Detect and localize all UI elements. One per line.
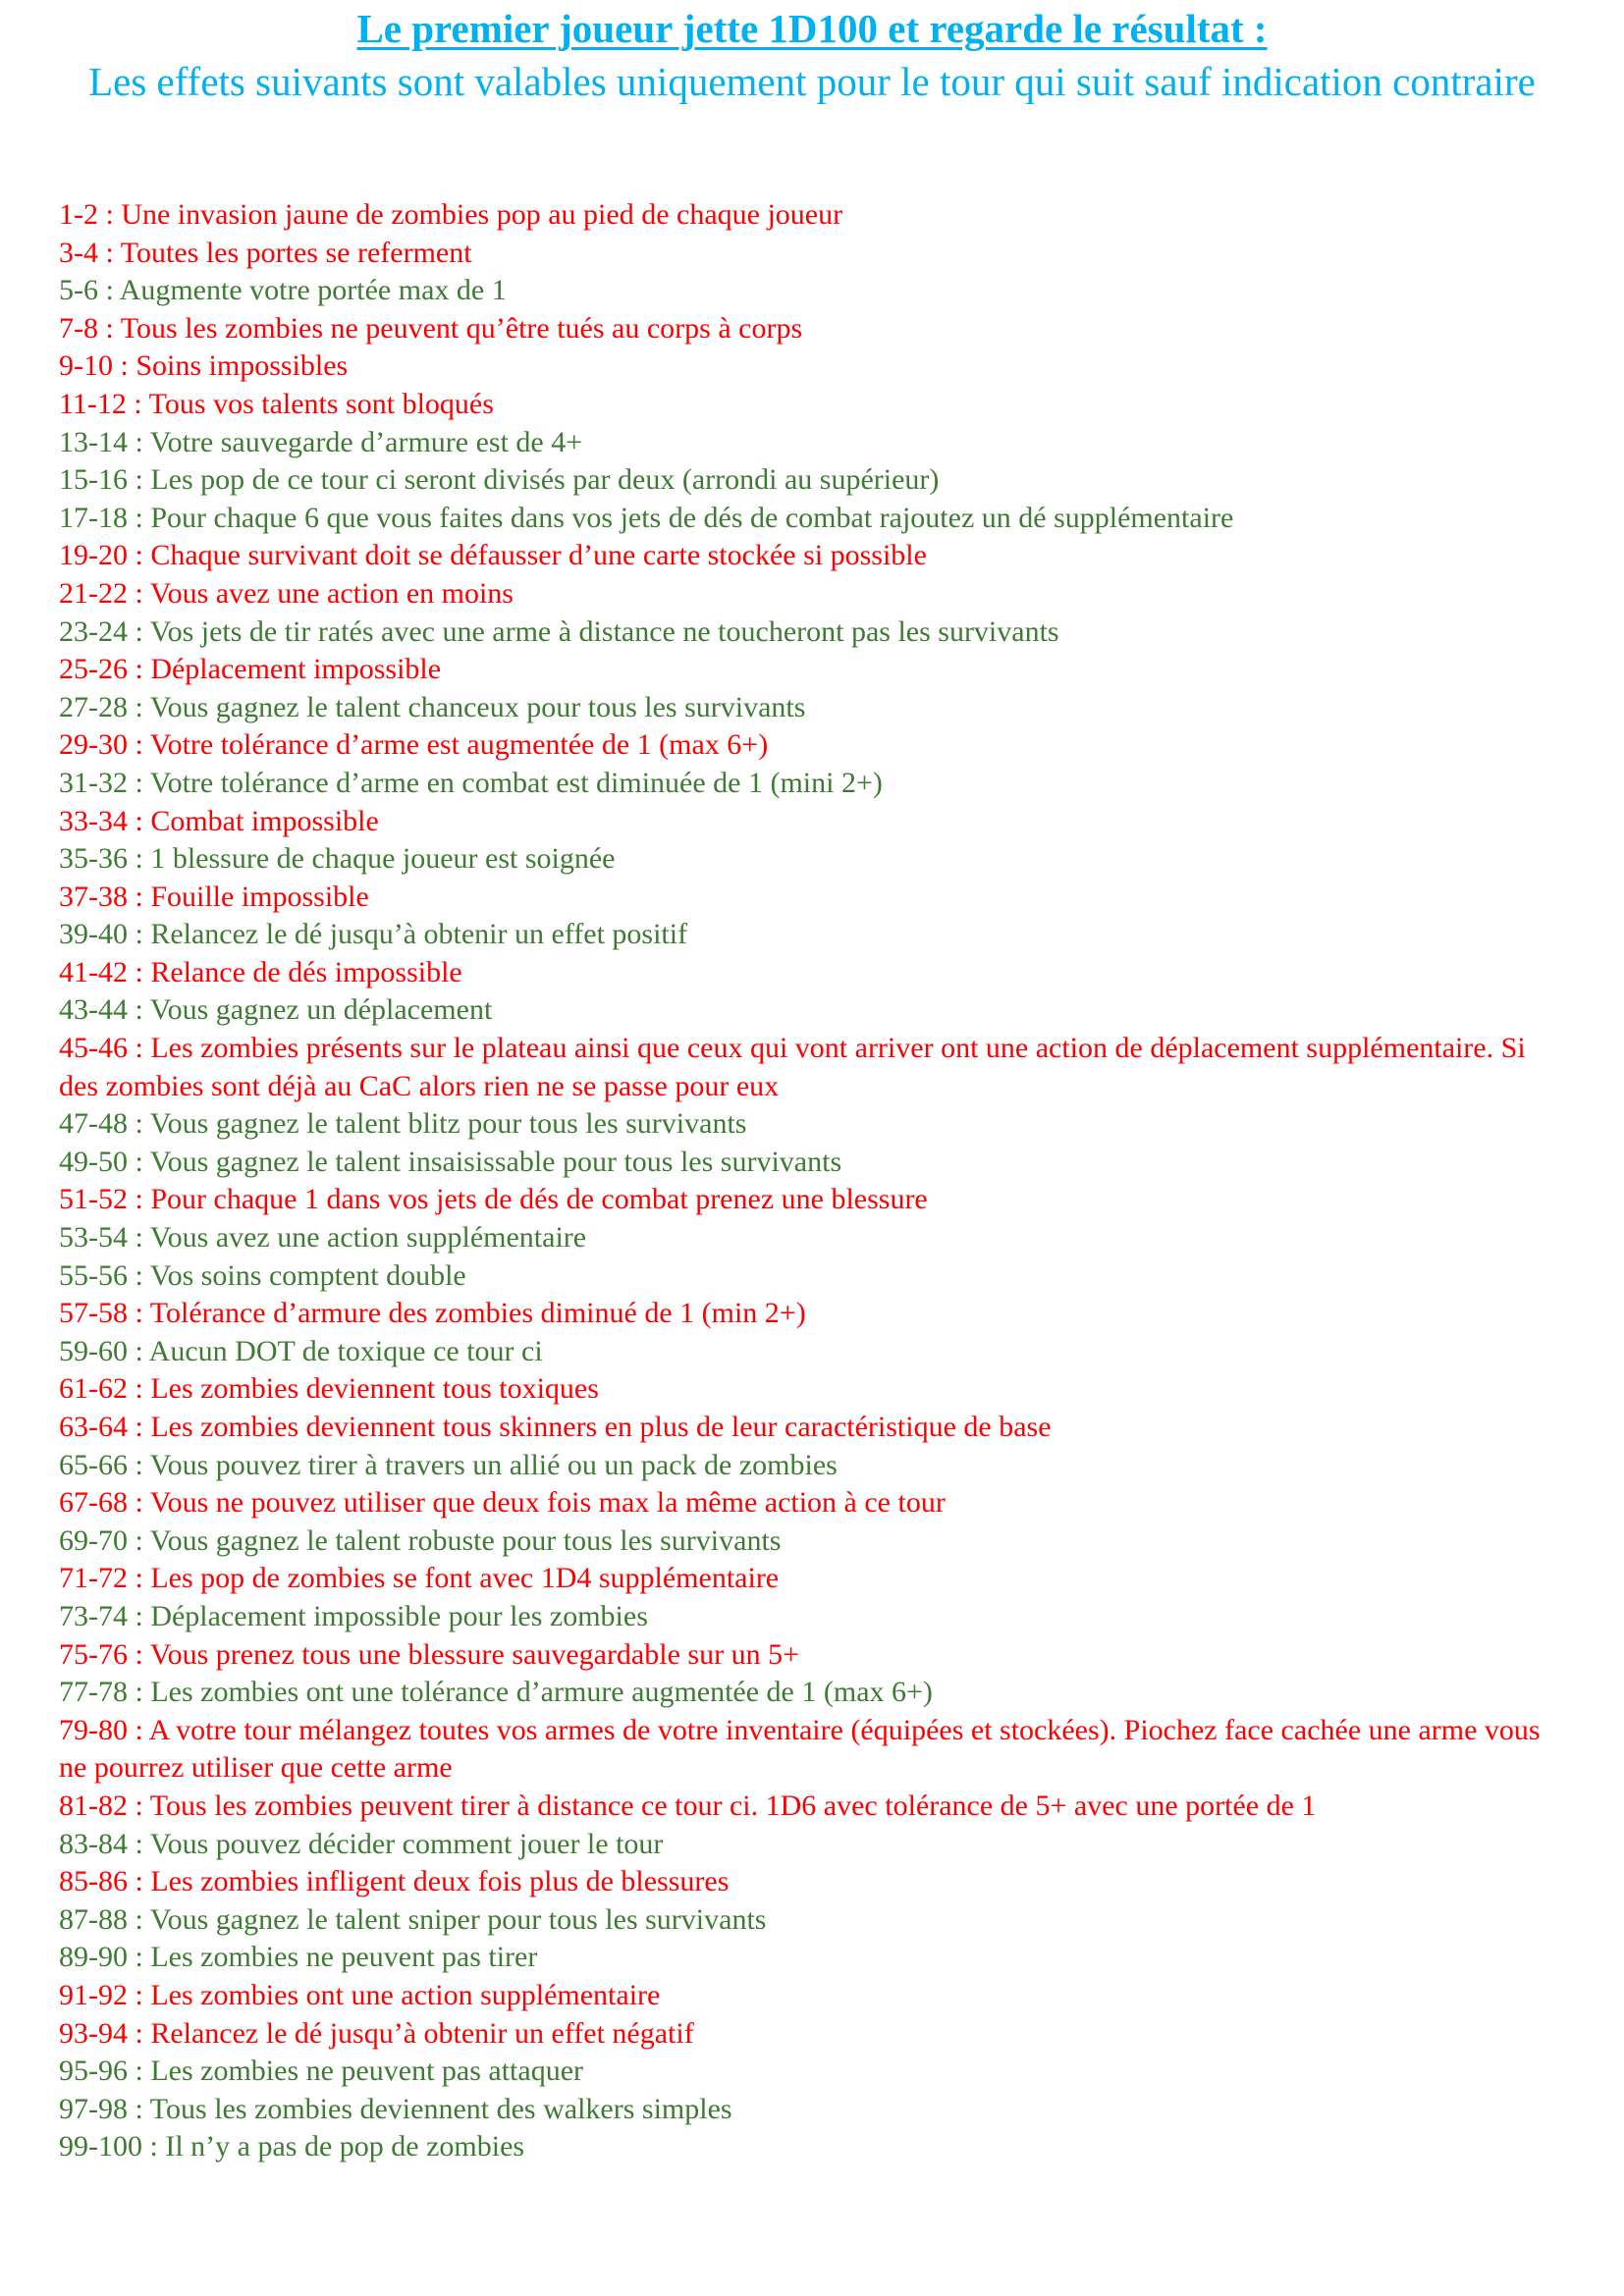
- effect-item: 89-90 : Les zombies ne peuvent pas tirer: [59, 1941, 538, 1974]
- document-title: Le premier joueur jette 1D100 et regarde le résultat :: [356, 6, 1268, 51]
- effect-item: 79-80 : A votre tour mélangez toutes vos armes de votre inventaire (équipées et stockées). Piochez face cachée une arme vous ne pourrez utiliser que cette arme: [59, 1713, 1541, 1785]
- effect-item: 3-4 : Toutes les portes se referment: [59, 236, 472, 269]
- effect-item: 49-50 : Vous gagnez le talent insaisissable pour tous les survivants: [59, 1145, 842, 1178]
- effect-item: 81-82 : Tous les zombies peuvent tirer à distance ce tour ci. 1D6 avec tolérance de 5+ avec une portée de 1: [59, 1789, 1317, 1822]
- effect-item: 15-16 : Les pop de ce tour ci seront divisés par deux (arrondi au supérieur): [59, 463, 940, 497]
- effect-item: 97-98 : Tous les zombies deviennent des walkers simples: [59, 2092, 732, 2125]
- effect-item: 63-64 : Les zombies deviennent tous skinners en plus de leur caractéristique de base: [59, 1411, 1052, 1443]
- effect-item: 23-24 : Vos jets de tir ratés avec une arme à distance ne toucheront pas les survivants: [59, 614, 1059, 648]
- effect-item: 71-72 : Les pop de zombies se font avec 1D4 supplémentaire: [59, 1562, 780, 1595]
- effect-item: 73-74 : Déplacement impossible pour les zombies: [59, 1599, 648, 1632]
- effect-item: 7-8 : Tous les zombies ne peuvent qu’être tués au corps à corps: [59, 311, 803, 345]
- effect-item: 21-22 : Vous avez une action en moins: [59, 576, 514, 610]
- effect-item: 59-60 : Aucun DOT de toxique ce tour ci: [59, 1334, 543, 1367]
- effect-item: 85-86 : Les zombies infligent deux fois plus de blessures: [59, 1865, 730, 1898]
- effect-item: 75-76 : Vous prenez tous une blessure sauvegardable sur un 5+: [59, 1637, 799, 1671]
- effect-item: 87-88 : Vous gagnez le talent sniper pour tous les survivants: [59, 1902, 767, 1936]
- effect-item: 19-20 : Chaque survivant doit se défausser d’une carte stockée si possible: [59, 539, 927, 572]
- effect-item: 31-32 : Votre tolérance d’arme en combat est diminuée de 1 (mini 2+): [59, 766, 883, 799]
- effect-item: 65-66 : Vous pouvez tirer à travers un allié ou un pack de zombies: [59, 1448, 838, 1481]
- effect-item: 37-38 : Fouille impossible: [59, 880, 369, 913]
- effect-item: 91-92 : Les zombies ont une action supplémentaire: [59, 1978, 661, 2011]
- effect-item: 67-68 : Vous ne pouvez utiliser que deux fois max la même action à ce tour: [59, 1486, 946, 1520]
- effect-item: 39-40 : Relancez le dé jusqu’à obtenir un effet positif: [59, 918, 688, 951]
- effect-item: 47-48 : Vous gagnez le talent blitz pour tous les survivants: [59, 1107, 747, 1141]
- effect-item: 57-58 : Tolérance d’armure des zombies diminué de 1 (min 2+): [59, 1297, 806, 1330]
- effect-item: 13-14 : Votre sauvegarde d’armure est de 4+: [59, 425, 583, 458]
- document-subtitle: Les effets suivants sont valables uniquement pour le tour qui suit sauf indication contraire: [88, 59, 1536, 104]
- effect-item: 41-42 : Relance de dés impossible: [59, 955, 462, 988]
- effect-item: 43-44 : Vous gagnez un déplacement: [59, 993, 493, 1027]
- effect-item: 5-6 : Augmente votre portée max de 1: [59, 274, 507, 307]
- effect-item: 69-70 : Vous gagnez le talent robuste pour tous les survivants: [59, 1523, 782, 1557]
- effect-item: 93-94 : Relancez le dé jusqu’à obtenir un effet négatif: [59, 2016, 694, 2050]
- effect-item: 77-78 : Les zombies ont une tolérance d’armure augmentée de 1 (max 6+): [59, 1676, 933, 1709]
- effect-item: 95-96 : Les zombies ne peuvent pas attaquer: [59, 2055, 583, 2088]
- effect-item: 99-100 : Il n’y a pas de pop de zombies: [59, 2130, 525, 2163]
- effect-item: 51-52 : Pour chaque 1 dans vos jets de dés de combat prenez une blessure: [59, 1183, 928, 1216]
- effect-item: 1-2 : Une invasion jaune de zombies pop au pied de chaque joueur: [59, 198, 843, 231]
- effect-item: 11-12 : Tous vos talents sont bloqués: [59, 387, 494, 420]
- effect-item: 27-28 : Vous gagnez le talent chanceux pour tous les survivants: [59, 690, 806, 723]
- effect-item: 83-84 : Vous pouvez décider comment jouer le tour: [59, 1827, 664, 1860]
- effect-item: 53-54 : Vous avez une action supplémentaire: [59, 1221, 587, 1255]
- effect-item: 55-56 : Vos soins comptent double: [59, 1258, 466, 1292]
- effect-item: 35-36 : 1 blessure de chaque joueur est soignée: [59, 842, 616, 876]
- effect-item: 9-10 : Soins impossibles: [59, 349, 349, 383]
- effect-item: 33-34 : Combat impossible: [59, 804, 379, 837]
- effects-list: [59, 196, 1571, 2166]
- effect-item: 61-62 : Les zombies deviennent tous toxiques: [59, 1372, 599, 1406]
- document-header: [39, 2, 1585, 108]
- effect-item: 29-30 : Votre tolérance d’arme est augmentée de 1 (max 6+): [59, 728, 769, 762]
- effect-item: 25-26 : Déplacement impossible: [59, 653, 442, 686]
- effect-item: 17-18 : Pour chaque 6 que vous faites dans vos jets de dés de combat rajoutez un dé supplémentaire: [59, 501, 1234, 534]
- effect-item: 45-46 : Les zombies présents sur le plateau ainsi que ceux qui vont arriver ont une action de déplacement supplémentaire. Si des zombies sont déjà au CaC alors rien ne se passe pour eux: [59, 1032, 1526, 1102]
